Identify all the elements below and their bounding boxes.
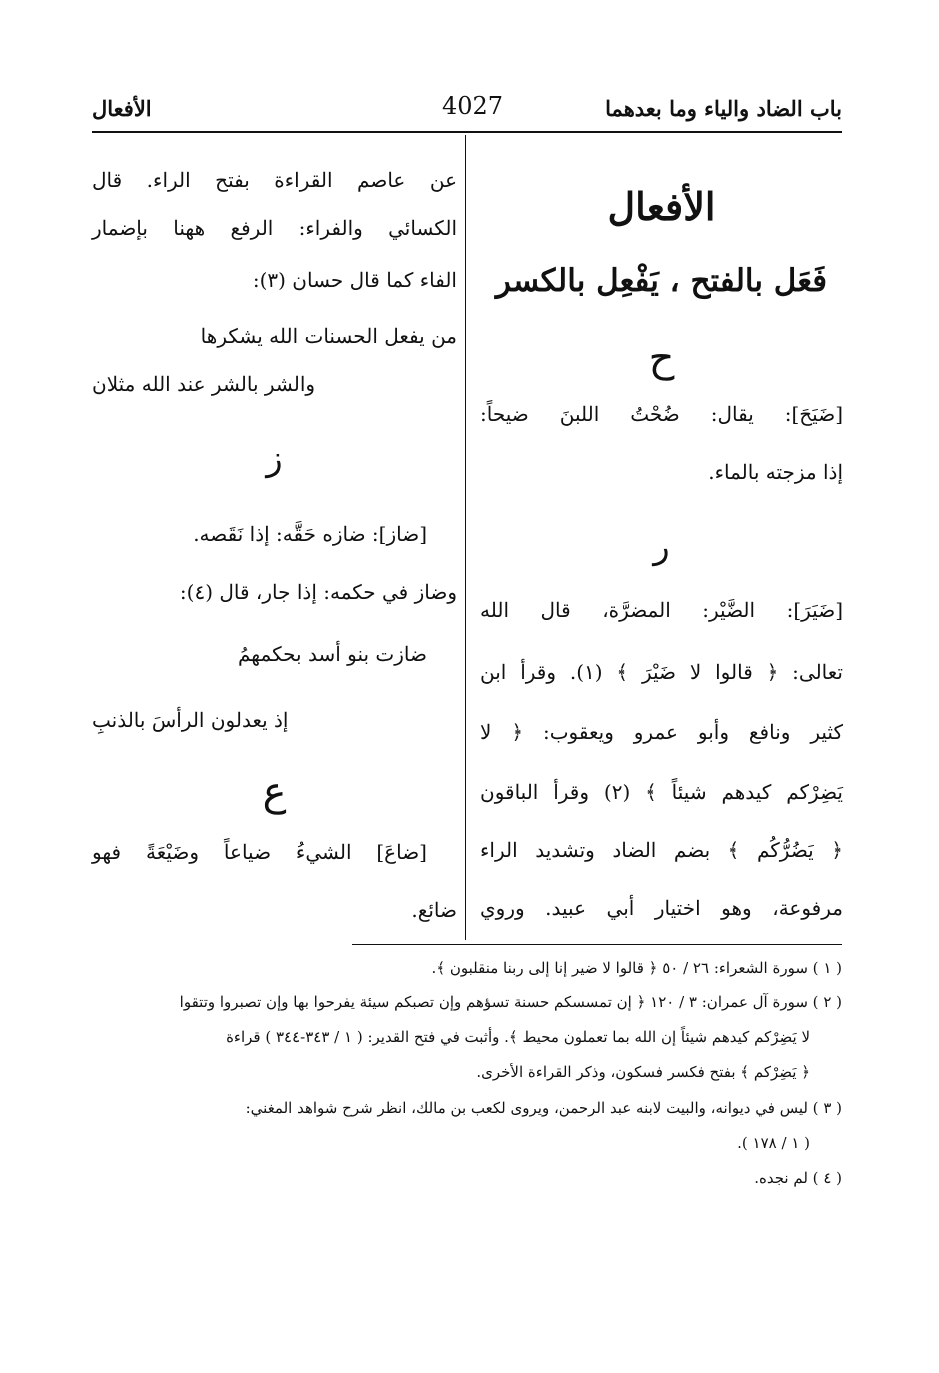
text-line: يَضِرْكم كيدهم شيئاً ﴾ (٢) وقرأ الباقون: [480, 780, 843, 804]
text-line: [ضَيَرَ]: الضَّيْر: المضرَّة، قال الله: [480, 598, 843, 622]
footnote-3-cont: ( ١ / ١٧٨ ).: [737, 1134, 810, 1152]
letter-heading-ra: ر: [653, 527, 670, 567]
column-separator: [465, 135, 466, 940]
text-line: الكسائي والفراء: الرفع ههنا بإضمار: [92, 216, 457, 240]
main-heading: الأفعال: [607, 184, 716, 229]
footnote-3: ( ٣ ) ليس في ديوانه، والبيت لابنه عبد الرحمن، ويروى لكعب بن مالك، انظر شرح شواهد المغني:: [245, 1099, 842, 1117]
text-line: تعالى: ﴿ قالوا لا ضَيْرَ ﴾ (١). وقرأ ابن: [480, 660, 843, 684]
letter-heading-ha: ح: [648, 335, 675, 381]
verse-first-hemistich: من يفعل الحسنات الله يشكرها: [200, 324, 457, 348]
footnote-2: ( ٢ ) سورة آل عمران: ٣ / ١٢٠ ﴿ إن تمسسكم حسنة تسؤهم وإن تصبكم سيئة يفرحوا بها وإن تصبروا وتتقوا: [179, 993, 842, 1011]
footnote-4: ( ٤ ) لم نجده.: [754, 1169, 842, 1187]
text-line: ضائع.: [411, 898, 457, 922]
letter-heading-zay: ز: [266, 439, 283, 479]
running-header: [92, 92, 842, 132]
text-line: عن عاصم القراءة بفتح الراء. قال: [92, 168, 457, 192]
text-line: [ضَيَحَ]: يقال: ضُحْتُ اللبنَ ضيحاً:: [480, 402, 843, 426]
header-rule: [92, 131, 842, 133]
text-line: ﴿ يَضُرُّكُم ﴾ بضم الضاد وتشديد الراء: [480, 838, 843, 862]
page-number: 4027: [442, 92, 504, 120]
text-line: وضاز في حكمه: إذا جار، قال (٤):: [179, 580, 457, 604]
verse-second-hemistich: والشر بالشر عند الله مثلان: [92, 372, 316, 396]
text-line: الفاء كما قال حسان (٣):: [252, 268, 457, 292]
footnote-rule: [352, 944, 842, 945]
section-title: الأفعال: [92, 96, 152, 121]
chapter-title: باب الضاد والياء وما بعدهما: [605, 96, 842, 121]
text-line: [ضاز]: ضازه حَقَّه: إذا نَقَصه.: [193, 522, 427, 546]
text-line: إذا مزجته بالماء.: [708, 460, 843, 484]
text-line: [ضاعَ] الشيءُ ضياعاً وضَيْعَةً فهو: [92, 840, 427, 864]
footnote-2-cont: لا يَضِرْكم كيدهم شيئاً إن الله بما تعملون محيط ﴾. وأثبت في فتح القدير: ( ١ / ٣٤٣-٣٤٤ ) قراءة: [226, 1028, 810, 1046]
verse-first-hemistich: ضازت بنو أسد بحكمهمُ: [238, 642, 427, 666]
footnote-2-cont: ﴿ يَضِرْكم ﴾ بفتح فكسر فسكون، وذكر القراءة الأخرى.: [476, 1063, 810, 1081]
sub-heading: فَعَل بالفتح ، يَفْعِل بالكسر: [495, 263, 828, 299]
text-line: مرفوعة، وهو اختيار أبي عبيد. وروي: [480, 896, 843, 920]
verse-second-hemistich: إذ يعدلون الرأسَ بالذنبِ: [92, 708, 289, 732]
text-line: كثير ونافع وأبو عمرو ويعقوب: ﴿ لا: [480, 720, 843, 744]
footnote-1: ( ١ ) سورة الشعراء: ٢٦ / ٥٠ ﴿ قالوا لا ضير إنا إلى ربنا منقلبون ﴾.: [431, 959, 842, 977]
letter-heading-ain: ع: [262, 769, 287, 815]
